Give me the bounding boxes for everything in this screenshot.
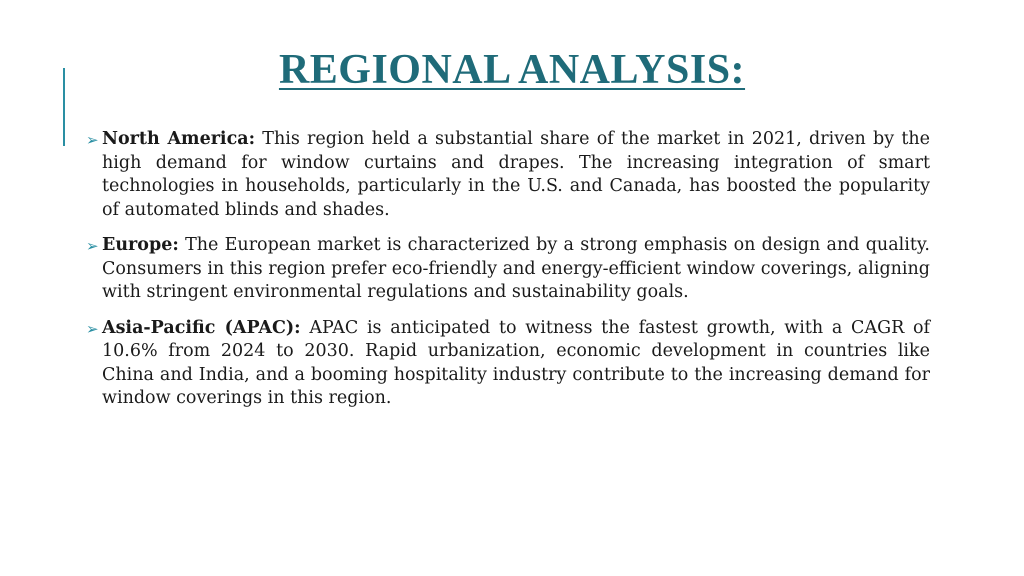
arrow-bullet-icon: ➢ — [86, 237, 99, 255]
bullet-label: North America: — [102, 129, 256, 149]
bullet-label: Europe: — [102, 235, 179, 255]
bullet-list — [86, 128, 930, 423]
arrow-bullet-icon: ➢ — [86, 131, 99, 149]
bullet-text: This region held a substantial share of the market in 2021, driven by the high demand for window curtains and drapes. The increasing integration of smart technologies in households, particularly in the U.S. and Canada, has boosted the popularity of automated blinds and shades. — [102, 129, 930, 220]
arrow-bullet-icon: ➢ — [86, 319, 99, 338]
bullet-north-america — [86, 128, 930, 222]
bullet-text: APAC is anticipated to witness the fastest growth, with a CAGR of 10.6% from 2024 to 2030. Rapid urbanization, economic development in countries like China and India, and a booming hospitality industry contribute to the increasing demand for window coverings in this region. — [102, 317, 930, 408]
bullet-label: Asia-Pacific (APAC): — [102, 317, 301, 338]
page-title: REGIONAL ANALYSIS: — [278, 47, 746, 93]
bullet-europe — [86, 234, 930, 305]
bullet-asia-pacific — [86, 317, 930, 411]
bullet-text: The European market is characterized by a strong emphasis on design and quality. Consumers in this region prefer eco-friendly and energy-efficient window coverings, aligning with stringent environmental regulations and sustainability goals. — [102, 235, 930, 302]
